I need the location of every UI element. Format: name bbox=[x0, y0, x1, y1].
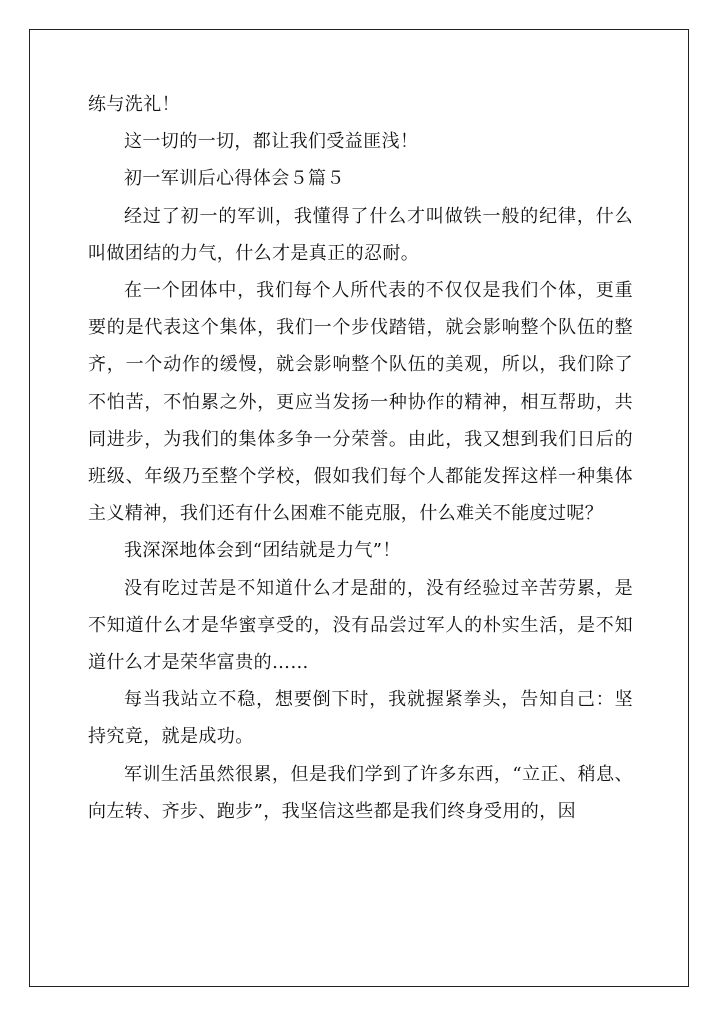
paragraph: 经过了初一的军训，我懂得了什么才叫做铁一般的纪律，什么叫做团结的力气，什么才是真正的忍耐。 bbox=[88, 205, 633, 264]
paragraph: 没有吃过苦是不知道什么才是甜的，没有经验过辛苦劳累，是不知道什么才是华蜜享受的，没有品尝过军人的朴实生活，是不知道什么才是荣华富贵的…… bbox=[88, 577, 633, 674]
paragraph: 我深深地体会到“团结就是力气”！ bbox=[124, 540, 401, 562]
document-body bbox=[88, 86, 633, 830]
paragraph: 每当我站立不稳，想要倒下时，我就握紧拳头，告知自己：坚持究竟，就是成功。 bbox=[88, 689, 633, 748]
paragraph: 军训生活虽然很累，但是我们学到了许多东西，“立正、稍息、向左转、齐步、跑步”，我坚信这些都是我们终身受用的，因 bbox=[88, 763, 633, 822]
paragraph: 在一个团体中，我们每个人所代表的不仅仅是我们个体，更重要的是代表这个集体，我们一个步伐踏错，就会影响整个队伍的整齐，一个动作的缓慢，就会影响整个队伍的美观，所以，我们除了不怕苦，不怕累之外，更应当发扬一种协作的精神，相互帮助，共同进步，为我们的集体多争一分荣誉。由此，我又想到我们日后的班级、年级乃至整个学校，假如我们每个人都能发挥这样一种集体主义精神，我们还有什么困难不能克服，什么难关不能度过呢？ bbox=[88, 280, 633, 525]
paragraph: 练与洗礼！ bbox=[88, 94, 180, 115]
paragraph: 这一切的一切，都让我们受益匪浅！ bbox=[124, 131, 419, 153]
section-title: 初一军训后心得体会５篇５ bbox=[124, 168, 345, 190]
